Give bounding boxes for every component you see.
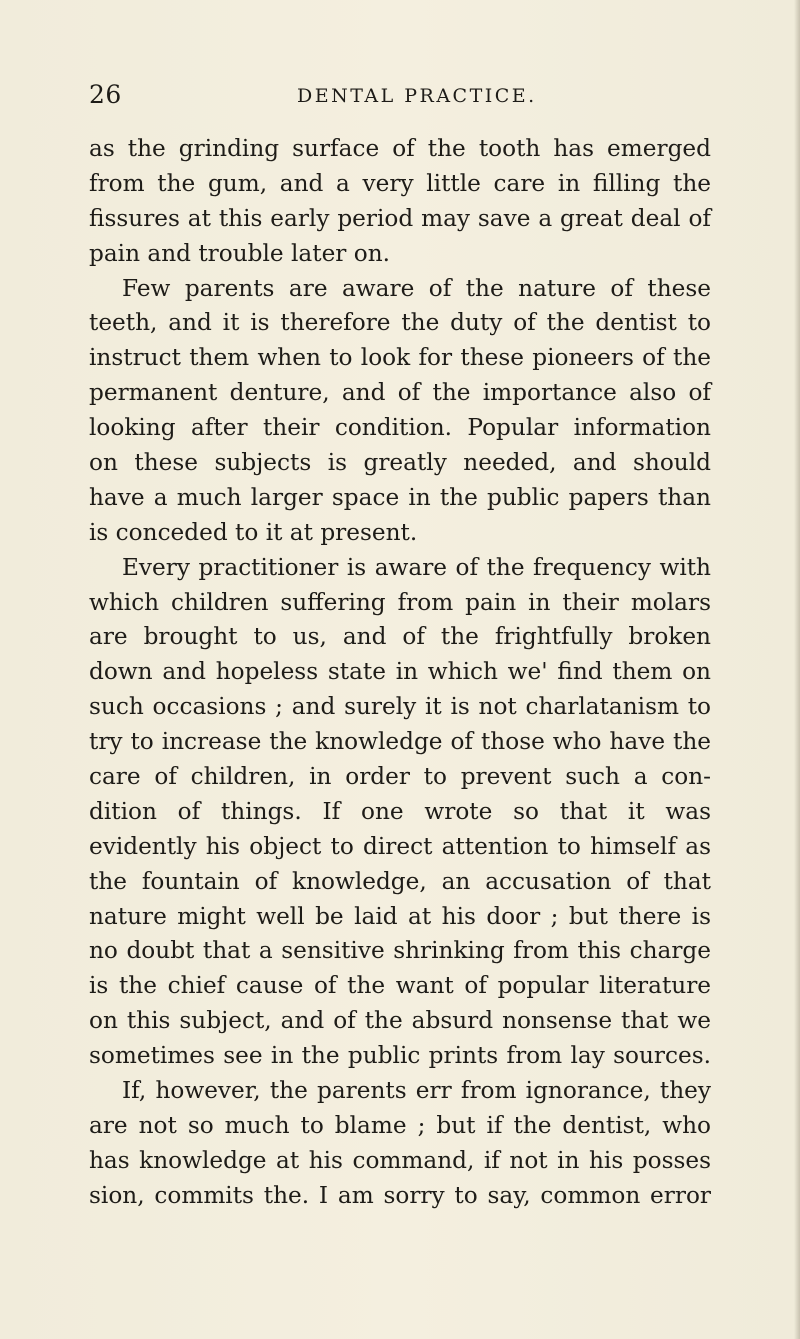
page-number: 26 — [89, 80, 122, 109]
text-line: teeth, and it is therefore the duty of the dentist to — [89, 309, 711, 337]
text-line: nature might well be laid at his door ; but there is — [89, 902, 711, 930]
body-text — [89, 132, 711, 1214]
text-line: instruct them when to look for these pioneers of the — [89, 344, 711, 372]
text-line: no doubt that a sensitive shrinking from this charge — [89, 937, 711, 965]
text-line: sion, commits the. I am sorry to say, common error — [89, 1181, 711, 1209]
text-line: pain and trouble later on. — [89, 239, 391, 267]
text-line: looking after their condition. Popular information — [89, 414, 711, 442]
running-head — [89, 80, 709, 110]
text-line: If, however, the parents err from ignorance, they — [122, 1077, 711, 1105]
text-line: has knowledge at his command, if not in his posses — [89, 1146, 711, 1174]
text-line: are brought to us, and of the frightfully broken — [89, 623, 711, 651]
text-line: are not so much to blame ; but if the dentist, who — [89, 1111, 711, 1139]
text-line: is conceded to it at present. — [89, 518, 418, 546]
text-line: which children suffering from pain in their molars — [89, 588, 711, 616]
text-line: care of children, in order to prevent such a con- — [89, 763, 711, 791]
text-line: on this subject, and of the absurd nonsense that we — [89, 1007, 711, 1035]
text-line: the fountain of knowledge, an accusation of that — [89, 867, 711, 895]
text-line: have a much larger space in the public papers than — [89, 483, 711, 511]
text-line: as the grinding surface of the tooth has emerged — [89, 135, 711, 162]
text-line: Few parents are aware of the nature of these — [122, 274, 711, 302]
text-line: on these subjects is greatly needed, and should — [89, 449, 711, 477]
text-line: evidently his object to direct attention to himself as — [89, 832, 711, 860]
text-line: try to increase the knowledge of those who have the — [89, 728, 711, 756]
page-edge-shadow — [794, 0, 800, 1339]
text-line: Every practitioner is aware of the frequency with — [122, 553, 711, 581]
text-line: is the chief cause of the want of popular literature — [89, 972, 711, 1000]
text-line: down and hopeless state in which we' find them on — [89, 658, 711, 686]
running-title: DENTAL PRACTICE. — [297, 85, 537, 107]
text-line: such occasions ; and surely it is not charlatanism to — [89, 693, 711, 721]
text-line: dition of things. If one wrote so that it was — [89, 797, 711, 825]
text-line: sometimes see in the public prints from lay sources. — [89, 1042, 711, 1070]
text-line: permanent denture, and of the importance also of — [89, 379, 711, 407]
text-line: fissures at this early period may save a great deal of — [89, 204, 711, 232]
text-line: from the gum, and a very little care in filling the — [89, 169, 711, 197]
